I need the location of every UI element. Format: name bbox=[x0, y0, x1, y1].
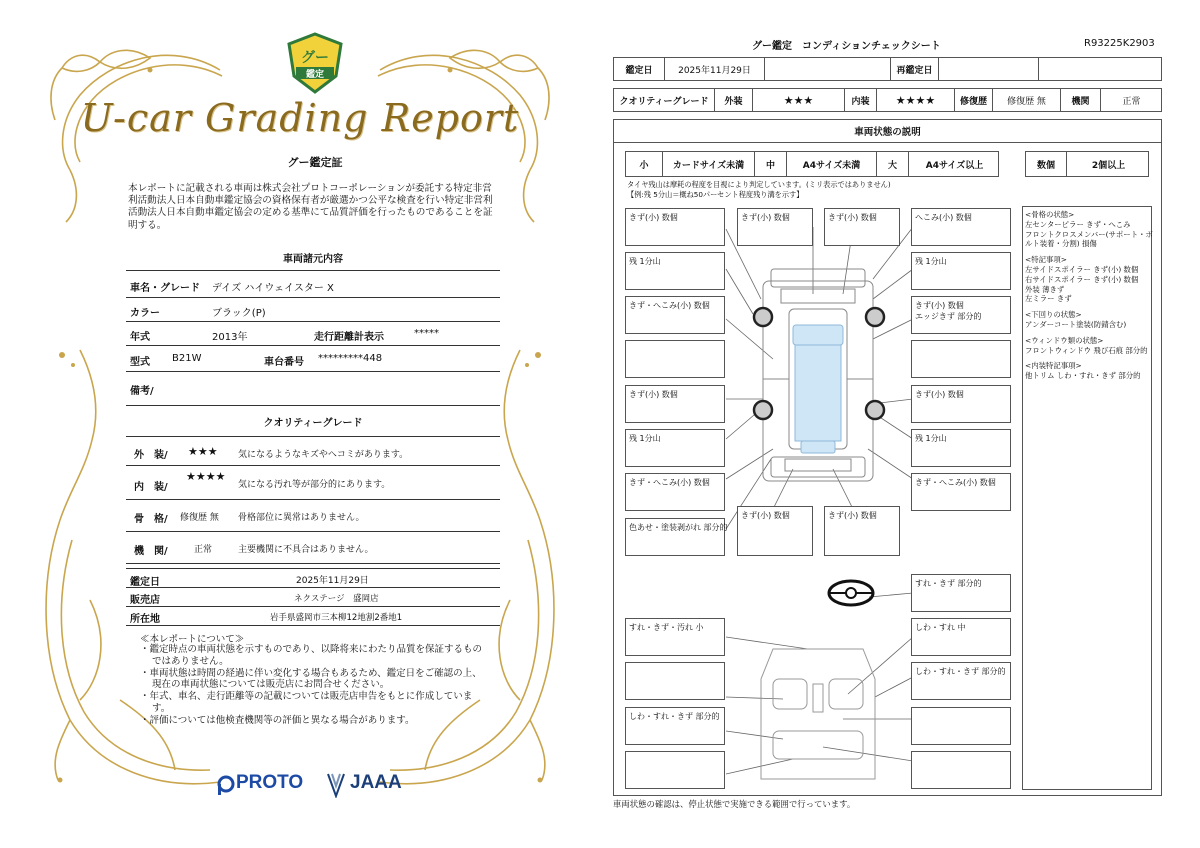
tire-box bbox=[911, 252, 1011, 290]
color-row bbox=[126, 298, 500, 322]
interior-label: しわ・すれ 中 bbox=[915, 623, 966, 632]
side-note-line: 他トリム しわ・すれ・きず 部分的 bbox=[1025, 371, 1141, 381]
certificate-intro: 本レポートに記載される車両は株式会社プロトコーポレーションが委託する特定非営利活動法人日本自動車鑑定協会の資格保有者が厳選かつ公平な検査を行い特定非営利活動法人日本自動車鑑定協会の定める基準にて品質評価を行ったものであることを証明する。 bbox=[128, 183, 493, 231]
damage-label: きず・へこみ(小) 数個 bbox=[629, 301, 710, 310]
date-label: 鑑定日 bbox=[130, 577, 160, 588]
frame-row bbox=[126, 500, 500, 532]
exterior-label: 外 装/ bbox=[134, 450, 168, 461]
sheet-repair-label: 修復歴 bbox=[954, 89, 992, 111]
model-label: 型式 bbox=[130, 357, 150, 368]
side-note-line: フロントクロスメンバー(サポート・ボ bbox=[1025, 229, 1153, 239]
size-mid: 中 bbox=[754, 152, 786, 176]
certificate-title: グー鑑定証 bbox=[287, 156, 343, 169]
interior-label: しわ・すれ・きず 部分的 bbox=[915, 667, 1006, 676]
sheet-quality-label: クオリティーグレード bbox=[619, 96, 709, 107]
date-row bbox=[126, 568, 500, 588]
damage-box bbox=[824, 506, 900, 556]
interior-box-empty bbox=[911, 751, 1011, 789]
year-label: 年式 bbox=[130, 332, 150, 343]
tire-box bbox=[625, 252, 725, 290]
interior-box-empty bbox=[625, 751, 725, 789]
damage-box bbox=[737, 208, 813, 246]
sheet-date-value: 2025年11月29日 bbox=[664, 58, 764, 80]
side-note-line: アンダーコート塗装(防錆含む) bbox=[1025, 319, 1127, 329]
tire-label: 残 1分山 bbox=[915, 257, 947, 266]
model-value: B21W bbox=[172, 353, 202, 364]
engine-row bbox=[126, 532, 500, 564]
mileage-value: ***** bbox=[414, 328, 439, 339]
car-name-row bbox=[126, 270, 500, 298]
condition-title: 車両状態の説明 bbox=[613, 119, 1162, 143]
damage-label: きず(小) 数個 bbox=[741, 511, 790, 520]
engine-value: 正常 bbox=[194, 545, 213, 555]
sheet-engine-label: 機関 bbox=[1060, 89, 1100, 111]
engine-desc: 主要機関に不具合はありません。 bbox=[238, 545, 374, 555]
sheet-interior-label: 内装 bbox=[844, 89, 876, 111]
interior-box bbox=[625, 618, 725, 656]
quality-bar bbox=[613, 88, 1162, 112]
size-large-desc: A4サイズ以上 bbox=[908, 152, 1000, 176]
sheet-date-empty bbox=[764, 58, 890, 80]
year-value: 2013年 bbox=[212, 332, 248, 343]
chassis-label: 車台番号 bbox=[264, 357, 304, 368]
svg-text:グー: グー bbox=[301, 50, 329, 66]
count-desc: 2個以上 bbox=[1066, 152, 1150, 176]
sheet-repair-value: 修復歴 無 bbox=[992, 89, 1060, 111]
side-notes bbox=[1025, 210, 1153, 381]
side-note-line: <下回りの状態> bbox=[1025, 310, 1082, 320]
interior-box bbox=[911, 618, 1011, 656]
tire-label: 残 1分山 bbox=[915, 434, 947, 443]
script-title: U-car Grading Report bbox=[80, 96, 520, 140]
interior-desc: 気になる汚れ等が部分的にあります。 bbox=[238, 480, 391, 490]
remarks-row bbox=[126, 372, 500, 406]
sheet-redate-empty bbox=[1038, 58, 1162, 80]
damage-label: きず(小) 数個 bbox=[629, 213, 678, 222]
sheet-date-label: 鑑定日 bbox=[625, 65, 653, 76]
side-note-line: <内装特記事項> bbox=[1025, 361, 1082, 371]
side-note-line: <骨格の状態> bbox=[1025, 210, 1075, 219]
partner-logos bbox=[216, 770, 416, 800]
damage-box bbox=[625, 208, 725, 246]
damage-box bbox=[625, 296, 725, 334]
interior-box bbox=[625, 707, 725, 745]
sheet-exterior-label: 外装 bbox=[714, 89, 752, 111]
proto-logo-text: PROTO bbox=[236, 772, 304, 793]
damage-box bbox=[911, 385, 1011, 423]
damage-label: きず・へこみ(小) 数個 bbox=[629, 478, 710, 487]
sheet-doc-id: R93225K2903 bbox=[1084, 38, 1155, 49]
tire-label: 残 1分山 bbox=[629, 257, 661, 266]
svg-text:鑑定: 鑑定 bbox=[305, 70, 325, 80]
date-value: 2025年11月29日 bbox=[296, 576, 369, 586]
jaaa-logo-text: JAAA bbox=[350, 772, 402, 793]
car-name-label: 車名・グレード bbox=[130, 283, 200, 294]
jaaa-logo-icon bbox=[326, 772, 346, 798]
damage-label: エッジきず 部分的 bbox=[915, 312, 982, 321]
damage-box bbox=[911, 473, 1011, 511]
size-small-desc: カードサイズ未満 bbox=[662, 152, 754, 176]
sheet-exterior-stars: ★★★ bbox=[752, 89, 844, 111]
damage-label: きず(小) 数個 bbox=[629, 390, 678, 399]
note-item: ・評価については他検査機関等の評価と異なる場合があります。 bbox=[140, 714, 415, 726]
damage-label: 色あせ・塗装剥がれ 部分的 bbox=[629, 523, 728, 532]
damage-label: きず(小) 数個 bbox=[828, 511, 877, 520]
damage-box bbox=[824, 208, 900, 246]
spec-section-title: 車両諸元内容 bbox=[283, 254, 343, 265]
exterior-row bbox=[126, 436, 500, 466]
frame-value: 修復歴 無 bbox=[180, 513, 219, 523]
exterior-stars: ★★★ bbox=[188, 445, 218, 458]
interior-label: すれ・きず 部分的 bbox=[915, 579, 982, 588]
sheet-engine-value: 正常 bbox=[1100, 89, 1162, 111]
damage-box-empty bbox=[911, 340, 1011, 378]
shop-label: 販売店 bbox=[130, 595, 160, 606]
goo-kantei-badge-icon bbox=[286, 32, 344, 94]
mileage-label: 走行距離計表示 bbox=[314, 332, 384, 343]
tire-note-2: 【例:残 5分山＝概ね50パーセント程度残り溝を示す】 bbox=[627, 190, 804, 199]
interior-label: すれ・きず・汚れ 小 bbox=[629, 623, 704, 632]
count-label: 数個 bbox=[1036, 160, 1055, 171]
damage-box bbox=[737, 506, 813, 556]
quality-section-title: クオリティーグレード bbox=[263, 418, 363, 429]
sheet-footer: 車両状態の確認は、停止状態で実施できる範囲で行っています。 bbox=[613, 799, 856, 809]
proto-logo-icon bbox=[216, 774, 236, 796]
tire-label: 残 1分山 bbox=[629, 434, 661, 443]
note-item: ・車両状態は時間の経過に伴い変化する場合もあるため、鑑定日をご確認の上、現在の車両状態については販売店にお問合せください。 bbox=[140, 667, 482, 691]
tire-note-1: タイヤ残山は摩耗の程度を目視により判定しています。(ミリ表示ではありません) bbox=[627, 180, 891, 189]
address-value: 岩手県盛岡市三本柳12地割2番地1 bbox=[270, 613, 403, 623]
interior-box-empty bbox=[911, 707, 1011, 745]
side-note-line: 右サイドスポイラー きず(小) 数個 bbox=[1025, 274, 1139, 284]
size-large: 大 bbox=[876, 152, 908, 176]
side-note-line: <ウィンドウ類の状態> bbox=[1025, 335, 1104, 345]
interior-label: しわ・すれ・きず 部分的 bbox=[629, 712, 720, 721]
exterior-desc: 気になるようなキズやヘコミがあります。 bbox=[238, 450, 409, 460]
color-label: カラー bbox=[130, 308, 160, 319]
damage-box bbox=[625, 473, 725, 511]
damage-label: きず(小) 数個 bbox=[915, 390, 964, 399]
damage-label: きず(小) 数個 bbox=[741, 213, 790, 222]
note-item: ・鑑定時点の車両状態を示すものであり、以降将来にわたり品質を保証するものではありません。 bbox=[140, 644, 483, 667]
interior-box-empty bbox=[625, 662, 725, 700]
sheet-interior-stars: ★★★★ bbox=[876, 89, 954, 111]
damage-label: きず(小) 数個 bbox=[828, 213, 877, 222]
car-name-value: デイズ ハイウェイスター X bbox=[212, 283, 334, 294]
side-note-line: 外装 薄きず bbox=[1025, 284, 1065, 294]
sheet-redate-value bbox=[938, 58, 1038, 80]
tire-box bbox=[625, 429, 725, 467]
engine-label: 機 関/ bbox=[134, 546, 168, 557]
frame-label: 骨 格/ bbox=[134, 514, 168, 525]
shop-value: ネクステージ 盛岡店 bbox=[294, 594, 379, 604]
damage-box bbox=[911, 296, 1011, 334]
damage-box bbox=[625, 385, 725, 423]
steering-wheel-icon bbox=[829, 581, 873, 605]
interior-box bbox=[911, 662, 1011, 700]
damage-label: きず・へこみ(小) 数個 bbox=[915, 478, 996, 487]
note-item: ・年式、車名、走行距離等の記載については販売店申告をもとに作成しています。 bbox=[140, 691, 473, 714]
chassis-value: *********448 bbox=[318, 353, 383, 364]
interior-label: 内 装/ bbox=[134, 482, 168, 493]
shop-row bbox=[126, 588, 500, 607]
damage-label: きず(小) 数個 bbox=[915, 301, 964, 310]
side-note-line: 左サイドスポイラー きず(小) 数個 bbox=[1025, 264, 1139, 274]
interior-row bbox=[126, 466, 500, 500]
notes-list bbox=[140, 644, 490, 727]
side-note-line: 左センターピラー きず・へこみ bbox=[1025, 219, 1131, 229]
date-bar bbox=[613, 57, 1162, 81]
notes-title: ≪本レポートについて≫ bbox=[140, 634, 245, 645]
color-value: ブラック(P) bbox=[212, 308, 266, 319]
damage-box bbox=[625, 518, 728, 556]
address-label: 所在地 bbox=[130, 614, 160, 625]
damage-label: へこみ(小) 数個 bbox=[915, 213, 972, 222]
side-note-line: 左ミラー きず bbox=[1025, 294, 1072, 304]
interior-stars: ★★★★ bbox=[186, 470, 226, 483]
model-row bbox=[126, 346, 500, 372]
size-small: 小 bbox=[639, 160, 649, 171]
side-note-line: フロントウィンドウ 飛び石痕 部分的 bbox=[1025, 345, 1148, 355]
damage-box bbox=[911, 208, 1011, 246]
sheet-title: グー鑑定 コンディションチェックシート bbox=[752, 41, 941, 52]
remarks-label: 備考/ bbox=[130, 386, 154, 397]
interior-box bbox=[911, 574, 1011, 612]
damage-box-empty bbox=[625, 340, 725, 378]
sheet-redate-label: 再鑑定日 bbox=[890, 58, 938, 80]
address-row bbox=[126, 607, 500, 626]
side-note-line: ルト装着・分割) 損傷 bbox=[1025, 239, 1097, 249]
frame-desc: 骨格部位に異常はありません。 bbox=[238, 513, 365, 523]
year-row bbox=[126, 322, 500, 346]
size-mid-desc: A4サイズ未満 bbox=[786, 152, 876, 176]
side-note-line: <特記事項> bbox=[1025, 255, 1067, 265]
tire-box bbox=[911, 429, 1011, 467]
